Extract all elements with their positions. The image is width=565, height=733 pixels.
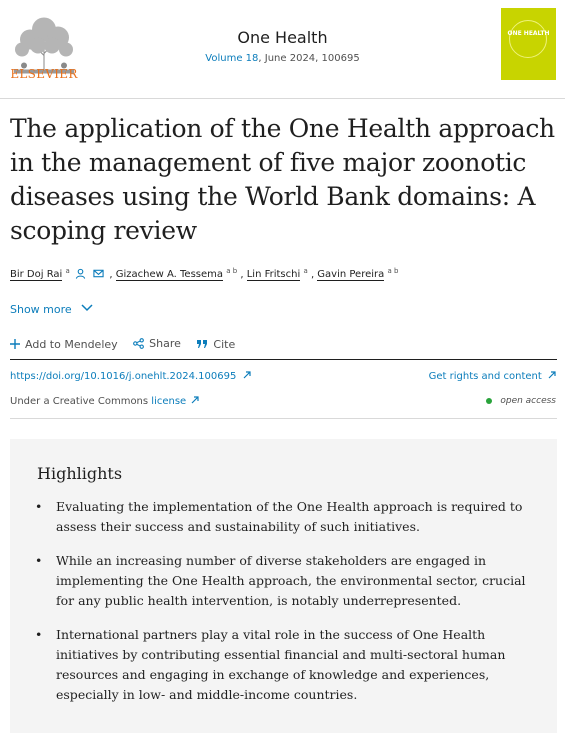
author-affiliation: a	[303, 267, 308, 275]
rights-text: Get rights and content	[428, 371, 542, 382]
license-info	[10, 396, 199, 407]
author-list	[10, 267, 555, 280]
author-name[interactable]: Lin Fritschi	[246, 269, 301, 281]
journal-title[interactable]: One Health	[237, 28, 328, 47]
mendeley-label: Add to Mendeley	[25, 337, 118, 351]
open-access-badge	[486, 396, 556, 406]
cite-label: Cite	[213, 337, 236, 351]
article-actions	[10, 337, 557, 360]
chevron-down-icon	[81, 304, 93, 312]
share-icon	[133, 338, 144, 349]
cover-title: ONE HEALTH	[507, 30, 550, 37]
external-link-icon	[243, 371, 251, 379]
external-link-icon	[191, 396, 199, 404]
journal-issue-info	[0, 53, 565, 64]
quote-icon	[196, 339, 208, 349]
doi-text: https://doi.org/10.1016/j.onehlt.2024.100695	[10, 371, 237, 382]
plus-icon	[10, 339, 20, 349]
open-access-label: open access	[500, 396, 556, 406]
doi-link[interactable]	[10, 371, 251, 382]
license-link-text: license	[151, 396, 187, 407]
section-divider	[10, 418, 557, 419]
cite-button[interactable]	[196, 338, 235, 351]
person-icon[interactable]	[75, 268, 86, 279]
author-name[interactable]: Gizachew A. Tessema	[115, 269, 224, 281]
show-more-button[interactable]	[10, 303, 93, 316]
external-link-icon	[548, 371, 556, 379]
article-title: The application of the One Health approach in the management of five major zoonotic diseases using the World Bank domains: A scoping review	[10, 114, 555, 245]
license-prefix: Under a Creative Commons	[10, 396, 149, 407]
highlights-list	[30, 497, 540, 719]
author-name[interactable]: Bir Doj Rai	[10, 269, 63, 281]
author-name[interactable]: Gavin Pereira	[317, 269, 385, 281]
volume-link[interactable]: Volume 18	[205, 53, 259, 64]
issue-details: , June 2024, 100695	[258, 53, 360, 64]
email-icon[interactable]	[93, 268, 104, 279]
share-button[interactable]	[133, 337, 181, 350]
list-item: • Evaluating the implementation of the One Health approach is required to assess their success and sustainability of such initiatives.	[30, 497, 540, 537]
highlights-heading: Highlights	[37, 464, 123, 483]
author-affiliation: a b	[226, 267, 238, 275]
publisher-name: ELSEVIER	[10, 67, 78, 81]
author-affiliation: a	[65, 267, 70, 275]
share-label: Share	[149, 337, 181, 350]
license-link[interactable]	[151, 396, 199, 407]
list-item: • International partners play a vital role in the success of One Health initiatives by contributing essential financial and multi-sectoral human resources and engaging in exchange of knowledge and experiences, especially in low- and middle-income countries.	[30, 625, 540, 705]
cover-emblem	[509, 20, 547, 58]
author-separator: ,	[310, 269, 318, 281]
open-access-dot-icon	[486, 398, 492, 404]
get-rights-link[interactable]	[429, 371, 556, 382]
journal-cover-image[interactable]	[501, 8, 556, 80]
author-separator: ,	[109, 269, 116, 281]
highlights-section	[10, 439, 557, 733]
author-separator: ,	[240, 269, 247, 281]
list-item: • While an increasing number of diverse stakeholders are engaged in implementing the One Health approach, the environmental sector, crucial for any public health intervention, is notably underrepresented.	[30, 551, 540, 611]
show-more-label: Show more	[10, 303, 72, 316]
author-affiliation: a b	[387, 267, 399, 275]
add-to-mendeley-button[interactable]	[10, 338, 118, 351]
article-header	[0, 0, 565, 99]
